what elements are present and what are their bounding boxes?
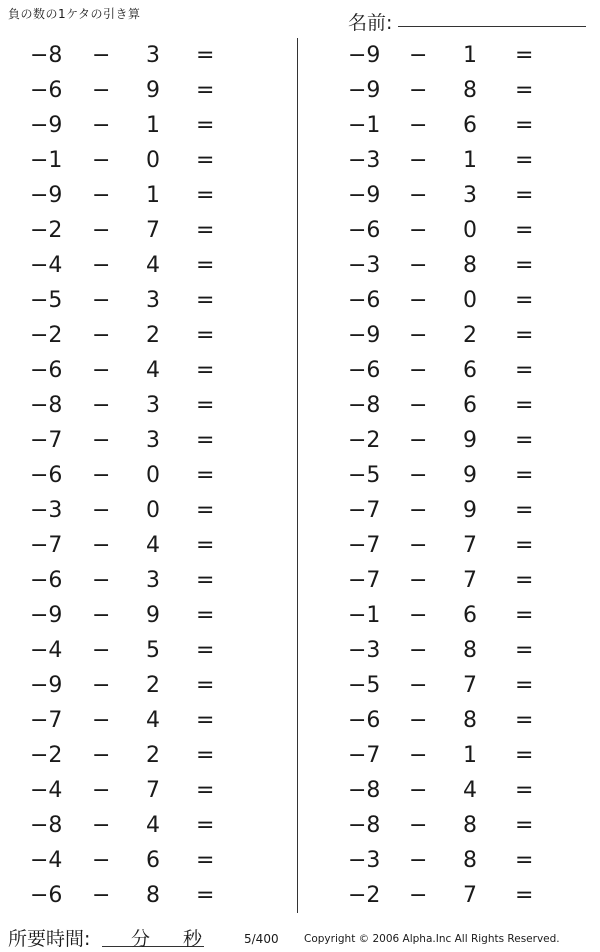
minus-sign: − [92, 358, 111, 383]
problem-row [318, 633, 578, 668]
equals-sign: = [515, 603, 534, 628]
equals-sign: = [196, 288, 215, 313]
subtrahend: 2 [146, 743, 160, 768]
problem-row [0, 73, 260, 108]
name-field[interactable] [398, 26, 586, 27]
problem-row [0, 353, 260, 388]
equals-sign: = [515, 43, 534, 68]
problem-row [0, 108, 260, 143]
minuend: −9 [30, 113, 63, 138]
minus-sign: − [409, 883, 428, 908]
minus-sign: − [92, 883, 111, 908]
minus-sign: − [92, 603, 111, 628]
minuend: −7 [348, 743, 381, 768]
equals-sign: = [196, 813, 215, 838]
minuend: −2 [348, 428, 381, 453]
subtrahend: 0 [146, 498, 160, 523]
minus-sign: − [409, 568, 428, 593]
problem-row [0, 318, 260, 353]
equals-sign: = [515, 708, 534, 733]
minus-sign: − [92, 673, 111, 698]
minus-sign: − [92, 428, 111, 453]
subtrahend: 4 [146, 253, 160, 278]
minuend: −1 [30, 148, 63, 173]
subtrahend: 7 [463, 673, 477, 698]
subtrahend: 8 [463, 638, 477, 663]
subtrahend: 0 [146, 463, 160, 488]
minus-sign: − [92, 218, 111, 243]
equals-sign: = [196, 43, 215, 68]
subtrahend: 2 [146, 323, 160, 348]
problem-row [0, 458, 260, 493]
minus-sign: − [409, 498, 428, 523]
subtrahend: 7 [463, 883, 477, 908]
equals-sign: = [515, 743, 534, 768]
subtrahend: 7 [146, 218, 160, 243]
equals-sign: = [196, 393, 215, 418]
minuend: −4 [30, 848, 63, 873]
problem-row [0, 528, 260, 563]
subtrahend: 7 [146, 778, 160, 803]
subtrahend: 8 [463, 78, 477, 103]
subtrahend: 0 [463, 288, 477, 313]
problem-column-left [0, 38, 260, 913]
minus-sign: − [409, 638, 428, 663]
subtrahend: 3 [146, 288, 160, 313]
worksheet-title: 負の数の1ケタの引き算 [8, 7, 141, 21]
minutes-label: 分 [131, 928, 151, 950]
minuend: −4 [30, 638, 63, 663]
equals-sign: = [196, 358, 215, 383]
problem-row [0, 843, 260, 878]
minus-sign: − [409, 148, 428, 173]
subtrahend: 0 [463, 218, 477, 243]
subtrahend: 4 [146, 708, 160, 733]
subtrahend: 0 [146, 148, 160, 173]
problem-row [318, 388, 578, 423]
subtrahend: 7 [463, 568, 477, 593]
problem-row [0, 493, 260, 528]
minuend: −2 [30, 218, 63, 243]
equals-sign: = [515, 883, 534, 908]
subtrahend: 1 [463, 743, 477, 768]
minuend: −4 [30, 778, 63, 803]
problem-row [0, 703, 260, 738]
minus-sign: − [92, 848, 111, 873]
problem-row [318, 143, 578, 178]
minuend: −3 [348, 148, 381, 173]
minus-sign: − [92, 638, 111, 663]
subtrahend: 6 [463, 603, 477, 628]
subtrahend: 1 [146, 183, 160, 208]
problem-row [0, 668, 260, 703]
problem-row [0, 738, 260, 773]
problem-row [0, 563, 260, 598]
minus-sign: − [92, 323, 111, 348]
subtrahend: 8 [463, 813, 477, 838]
minuend: −7 [30, 533, 63, 558]
equals-sign: = [196, 183, 215, 208]
problem-row [318, 213, 578, 248]
equals-sign: = [515, 183, 534, 208]
minus-sign: − [92, 78, 111, 103]
minus-sign: − [409, 43, 428, 68]
minus-sign: − [92, 533, 111, 558]
equals-sign: = [196, 78, 215, 103]
problem-row [0, 248, 260, 283]
minuend: −6 [348, 708, 381, 733]
subtrahend: 1 [463, 43, 477, 68]
problem-row [0, 213, 260, 248]
subtrahend: 6 [463, 358, 477, 383]
equals-sign: = [196, 323, 215, 348]
minuend: −8 [348, 778, 381, 803]
problem-row [318, 248, 578, 283]
minus-sign: − [92, 813, 111, 838]
subtrahend: 9 [146, 78, 160, 103]
minus-sign: − [92, 113, 111, 138]
page-number: 5/400 [244, 932, 279, 946]
minus-sign: − [409, 708, 428, 733]
minus-sign: − [92, 253, 111, 278]
subtrahend: 8 [146, 883, 160, 908]
problem-row [318, 563, 578, 598]
equals-sign: = [196, 848, 215, 873]
minus-sign: − [92, 393, 111, 418]
minuend: −7 [348, 568, 381, 593]
equals-sign: = [515, 848, 534, 873]
equals-sign: = [515, 288, 534, 313]
subtrahend: 2 [463, 323, 477, 348]
minuend: −3 [348, 848, 381, 873]
problem-row [318, 703, 578, 738]
subtrahend: 3 [146, 428, 160, 453]
problem-row [0, 808, 260, 843]
problem-row [318, 808, 578, 843]
equals-sign: = [515, 148, 534, 173]
problem-row [0, 878, 260, 913]
minuend: −5 [348, 673, 381, 698]
subtrahend: 3 [146, 393, 160, 418]
equals-sign: = [515, 253, 534, 278]
equals-sign: = [515, 568, 534, 593]
subtrahend: 9 [463, 428, 477, 453]
subtrahend: 4 [463, 778, 477, 803]
problem-row [318, 668, 578, 703]
minuend: −9 [348, 323, 381, 348]
subtrahend: 3 [146, 568, 160, 593]
minuend: −6 [348, 288, 381, 313]
problem-row [318, 598, 578, 633]
minuend: −6 [30, 568, 63, 593]
minus-sign: − [409, 393, 428, 418]
problem-row [318, 773, 578, 808]
problem-row [318, 878, 578, 913]
subtrahend: 1 [146, 113, 160, 138]
problem-row [318, 458, 578, 493]
subtrahend: 3 [146, 43, 160, 68]
subtrahend: 8 [463, 708, 477, 733]
equals-sign: = [515, 428, 534, 453]
problem-row [0, 773, 260, 808]
problem-row [318, 73, 578, 108]
minuend: −1 [348, 113, 381, 138]
minuend: −8 [30, 393, 63, 418]
equals-sign: = [196, 533, 215, 558]
problem-row [318, 178, 578, 213]
equals-sign: = [196, 568, 215, 593]
minuend: −7 [348, 498, 381, 523]
minuend: −3 [348, 253, 381, 278]
problem-row [0, 178, 260, 213]
equals-sign: = [196, 113, 215, 138]
minuend: −6 [348, 218, 381, 243]
equals-sign: = [196, 778, 215, 803]
minus-sign: − [409, 428, 428, 453]
minuend: −5 [30, 288, 63, 313]
minus-sign: − [409, 323, 428, 348]
minuend: −6 [30, 358, 63, 383]
problem-row [0, 143, 260, 178]
minuend: −8 [348, 393, 381, 418]
problem-row [0, 423, 260, 458]
minus-sign: − [409, 253, 428, 278]
equals-sign: = [196, 743, 215, 768]
minuend: −6 [30, 78, 63, 103]
problem-row [0, 38, 260, 73]
time-label: 所要時間: [8, 928, 91, 950]
minus-sign: − [409, 673, 428, 698]
minus-sign: − [92, 743, 111, 768]
problem-row [318, 318, 578, 353]
problem-row [318, 493, 578, 528]
minuend: −8 [30, 43, 63, 68]
problem-row [318, 353, 578, 388]
equals-sign: = [515, 778, 534, 803]
minus-sign: − [409, 743, 428, 768]
minus-sign: − [409, 848, 428, 873]
minuend: −9 [30, 673, 63, 698]
equals-sign: = [515, 498, 534, 523]
minus-sign: − [409, 183, 428, 208]
minuend: −2 [348, 883, 381, 908]
problem-row [318, 283, 578, 318]
equals-sign: = [196, 218, 215, 243]
problem-row [318, 38, 578, 73]
subtrahend: 6 [463, 113, 477, 138]
equals-sign: = [196, 673, 215, 698]
minuend: −8 [348, 813, 381, 838]
minuend: −5 [348, 463, 381, 488]
minus-sign: − [92, 463, 111, 488]
problem-row [318, 738, 578, 773]
problem-row [318, 528, 578, 563]
equals-sign: = [515, 813, 534, 838]
minus-sign: − [92, 183, 111, 208]
minus-sign: − [409, 358, 428, 383]
equals-sign: = [515, 78, 534, 103]
minuend: −7 [348, 533, 381, 558]
seconds-label: 秒 [183, 928, 203, 950]
equals-sign: = [196, 148, 215, 173]
minus-sign: − [92, 778, 111, 803]
subtrahend: 4 [146, 358, 160, 383]
subtrahend: 9 [463, 498, 477, 523]
minuend: −9 [30, 603, 63, 628]
minus-sign: − [409, 813, 428, 838]
problem-row [0, 388, 260, 423]
problem-row [318, 108, 578, 143]
minus-sign: − [92, 568, 111, 593]
equals-sign: = [515, 673, 534, 698]
subtrahend: 1 [463, 148, 477, 173]
equals-sign: = [196, 603, 215, 628]
subtrahend: 3 [463, 183, 477, 208]
minus-sign: − [409, 463, 428, 488]
minus-sign: − [409, 78, 428, 103]
equals-sign: = [515, 533, 534, 558]
subtrahend: 8 [463, 848, 477, 873]
subtrahend: 6 [463, 393, 477, 418]
minus-sign: − [409, 778, 428, 803]
minus-sign: − [92, 43, 111, 68]
equals-sign: = [515, 358, 534, 383]
minus-sign: − [409, 113, 428, 138]
equals-sign: = [196, 428, 215, 453]
minuend: −3 [348, 638, 381, 663]
column-divider [297, 38, 298, 913]
minuend: −9 [30, 183, 63, 208]
minuend: −3 [30, 498, 63, 523]
minus-sign: − [92, 498, 111, 523]
name-label: 名前: [348, 12, 393, 34]
problem-row [318, 843, 578, 878]
minuend: −7 [30, 708, 63, 733]
subtrahend: 4 [146, 813, 160, 838]
equals-sign: = [515, 113, 534, 138]
equals-sign: = [196, 253, 215, 278]
subtrahend: 5 [146, 638, 160, 663]
equals-sign: = [196, 638, 215, 663]
problem-row [0, 598, 260, 633]
minuend: −9 [348, 183, 381, 208]
subtrahend: 6 [146, 848, 160, 873]
equals-sign: = [196, 498, 215, 523]
subtrahend: 9 [463, 463, 477, 488]
minus-sign: − [409, 288, 428, 313]
subtrahend: 2 [146, 673, 160, 698]
equals-sign: = [196, 708, 215, 733]
minuend: −4 [30, 253, 63, 278]
minuend: −9 [348, 43, 381, 68]
subtrahend: 4 [146, 533, 160, 558]
minus-sign: − [409, 603, 428, 628]
equals-sign: = [196, 463, 215, 488]
minuend: −6 [30, 883, 63, 908]
problem-row [0, 633, 260, 668]
equals-sign: = [515, 463, 534, 488]
minus-sign: − [92, 148, 111, 173]
problem-row [0, 283, 260, 318]
subtrahend: 9 [146, 603, 160, 628]
minuend: −6 [30, 463, 63, 488]
minuend: −9 [348, 78, 381, 103]
minuend: −2 [30, 323, 63, 348]
equals-sign: = [515, 638, 534, 663]
minuend: −2 [30, 743, 63, 768]
minus-sign: − [92, 288, 111, 313]
minus-sign: − [409, 218, 428, 243]
minus-sign: − [409, 533, 428, 558]
equals-sign: = [196, 883, 215, 908]
minuend: −7 [30, 428, 63, 453]
equals-sign: = [515, 323, 534, 348]
minuend: −6 [348, 358, 381, 383]
subtrahend: 7 [463, 533, 477, 558]
minus-sign: − [92, 708, 111, 733]
copyright-text: Copyright © 2006 Alpha.Inc All Rights Reserved. [304, 933, 560, 945]
problem-row [318, 423, 578, 458]
minuend: −8 [30, 813, 63, 838]
equals-sign: = [515, 218, 534, 243]
minuend: −1 [348, 603, 381, 628]
subtrahend: 8 [463, 253, 477, 278]
problem-column-right [318, 38, 578, 913]
equals-sign: = [515, 393, 534, 418]
